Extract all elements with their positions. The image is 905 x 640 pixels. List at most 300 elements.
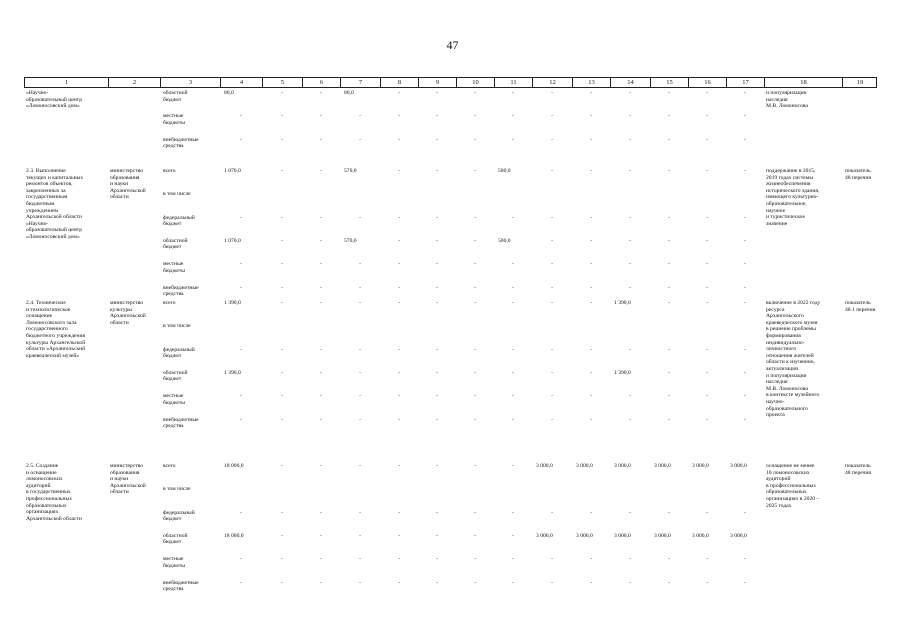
value-cell: 1 390,0 <box>224 300 241 306</box>
value-cell: - <box>629 136 631 143</box>
value-cell: - <box>744 113 746 120</box>
value-cell: - <box>668 90 670 96</box>
value-cell: - <box>436 369 438 376</box>
header-cell-3: 3 <box>161 78 221 87</box>
value-cell: - <box>398 463 400 469</box>
row-label: 2.4. Техническое и технологическое оснащение Ломоносовского зала государственного бюджетного учреждения культуры Архангельской области «Архангельский краеведческий музей» <box>26 300 86 359</box>
value-cell: 3 000,0 <box>692 532 709 539</box>
value-cell: - <box>512 556 514 563</box>
value-cell: 18 000,0 <box>224 532 244 539</box>
value-cell: - <box>551 214 553 221</box>
value-cell: 3 000,0 <box>614 532 631 539</box>
value-cell: - <box>281 346 283 353</box>
value-cell: - <box>512 463 514 469</box>
value-cell: - <box>512 509 514 516</box>
value-cell: 3 000,0 <box>576 532 593 539</box>
header-cell-12: 12 <box>533 78 573 87</box>
value-cell: - <box>629 393 631 400</box>
row-indicator: показатель 48 перечня <box>845 168 871 181</box>
value-cell: - <box>281 168 283 174</box>
value-cell: - <box>706 346 708 353</box>
value-cell: - <box>744 168 746 174</box>
value-cell: - <box>436 509 438 516</box>
value-cell: - <box>474 90 476 96</box>
value-cell: 1 070,0 <box>224 168 241 174</box>
value-cell: - <box>436 300 438 306</box>
value-cell: - <box>668 346 670 353</box>
value-cell: - <box>398 214 400 221</box>
value-cell: - <box>590 261 592 268</box>
value-cell: - <box>744 261 746 268</box>
value-cell: - <box>474 463 476 469</box>
source-label: местные бюджеты <box>163 393 186 406</box>
row-executor: министерство образования и науки Архангельской области <box>110 463 146 496</box>
source-label: местные бюджеты <box>163 556 186 569</box>
value-cell: - <box>629 90 631 96</box>
value-cell: - <box>512 261 514 268</box>
value-cell: - <box>629 113 631 120</box>
value-cell: - <box>590 579 592 586</box>
header-cell-13: 13 <box>573 78 611 87</box>
value-cell: - <box>668 393 670 400</box>
value-cell: - <box>281 113 283 120</box>
value-cell: - <box>240 579 242 586</box>
value-cell: - <box>590 369 592 376</box>
value-cell: - <box>744 556 746 563</box>
value-cell: 80,0 <box>224 90 234 96</box>
value-cell: - <box>320 509 322 516</box>
value-cell: - <box>590 300 592 306</box>
header-cell-17: 17 <box>727 78 765 87</box>
header-cell-19: 19 <box>856 79 864 86</box>
value-cell: - <box>398 369 400 376</box>
value-cell: - <box>281 237 283 244</box>
value-cell: 1 390,0 <box>224 369 241 376</box>
value-cell: - <box>706 214 708 221</box>
value-cell: - <box>629 168 631 174</box>
value-cell: - <box>590 214 592 221</box>
value-cell: - <box>436 90 438 96</box>
value-cell: 570,0 <box>344 237 357 244</box>
value-cell: - <box>512 284 514 291</box>
value-cell: 3 000,0 <box>536 463 553 469</box>
value-cell: - <box>706 300 708 306</box>
value-cell: - <box>474 113 476 120</box>
value-cell: - <box>359 214 361 221</box>
value-cell: - <box>398 261 400 268</box>
value-cell: - <box>240 113 242 120</box>
value-cell: 1 070,0 <box>224 237 241 244</box>
value-cell: - <box>281 556 283 563</box>
value-cell: - <box>320 136 322 143</box>
value-cell: 3 000,0 <box>536 532 553 539</box>
value-cell: - <box>320 113 322 120</box>
value-cell: - <box>281 300 283 306</box>
value-cell: - <box>398 393 400 400</box>
value-cell: - <box>398 579 400 586</box>
value-cell: - <box>474 261 476 268</box>
value-cell: - <box>551 168 553 174</box>
value-cell: - <box>474 214 476 221</box>
value-cell: - <box>359 393 361 400</box>
value-cell: - <box>629 579 631 586</box>
value-cell: - <box>512 214 514 221</box>
value-cell: - <box>551 237 553 244</box>
value-cell: - <box>359 369 361 376</box>
value-cell: - <box>320 284 322 291</box>
value-cell: - <box>359 463 361 469</box>
value-cell: - <box>512 90 514 96</box>
value-cell: - <box>629 346 631 353</box>
value-cell: - <box>436 393 438 400</box>
value-cell: - <box>629 237 631 244</box>
value-cell: - <box>551 393 553 400</box>
value-cell: 3 000,0 <box>614 463 631 469</box>
value-cell: - <box>706 284 708 291</box>
source-label: федеральный бюджет <box>163 346 195 360</box>
value-cell: - <box>668 556 670 563</box>
value-cell: - <box>474 168 476 174</box>
value-cell: - <box>668 284 670 291</box>
value-cell: - <box>320 300 322 306</box>
value-cell: - <box>436 346 438 353</box>
value-cell: - <box>744 346 746 353</box>
row-goal: включение в 2022 году ресурса Архангельского краеведческого музея в решение проблемы формирования индивидуально- личностного отношения жителей области к изучению, актуализации и популяризации наследия М.В. Ломоносова в контексте музейного научно- образовательного проекта <box>766 300 821 419</box>
value-cell: - <box>281 463 283 469</box>
value-cell: - <box>281 284 283 291</box>
value-cell: - <box>590 237 592 244</box>
value-cell: - <box>436 556 438 563</box>
header-cell-5: 5 <box>263 78 303 87</box>
value-cell: - <box>281 214 283 221</box>
value-cell: - <box>590 284 592 291</box>
value-cell: - <box>744 136 746 143</box>
value-cell: - <box>359 261 361 268</box>
value-cell: - <box>474 300 476 306</box>
header-cell-9: 9 <box>419 78 457 87</box>
value-cell: - <box>668 237 670 244</box>
source-label: федеральный бюджет <box>163 214 195 228</box>
value-cell: - <box>706 393 708 400</box>
value-cell: - <box>744 300 746 306</box>
value-cell: - <box>512 416 514 423</box>
value-cell: - <box>668 261 670 268</box>
value-cell: - <box>398 509 400 516</box>
value-cell: - <box>359 346 361 353</box>
value-cell: - <box>551 509 553 516</box>
value-cell: - <box>744 237 746 244</box>
value-cell: - <box>398 416 400 423</box>
value-cell: - <box>629 416 631 423</box>
row-indicator: показатель 48.1 перечня <box>845 300 876 313</box>
value-cell: - <box>320 261 322 268</box>
row-indicator: показатель 48 перечня <box>845 463 871 476</box>
value-cell: 500,0 <box>498 237 511 244</box>
source-label: всего <box>163 168 176 174</box>
value-cell: - <box>512 579 514 586</box>
value-cell: - <box>281 136 283 143</box>
value-cell: - <box>744 90 746 96</box>
source-label: внебюджетные средства <box>163 136 199 150</box>
value-cell: - <box>706 369 708 376</box>
source-label: в том числе <box>163 191 191 198</box>
value-cell: - <box>320 416 322 423</box>
value-cell: - <box>436 261 438 268</box>
source-label: всего <box>163 300 176 306</box>
value-cell: - <box>436 168 438 174</box>
value-cell: - <box>436 579 438 586</box>
value-cell: - <box>436 284 438 291</box>
row-executor: министерство образования и науки Архангельской области <box>110 168 146 201</box>
value-cell: - <box>551 346 553 353</box>
value-cell: - <box>359 509 361 516</box>
value-cell: - <box>551 556 553 563</box>
value-cell: - <box>320 237 322 244</box>
value-cell: - <box>668 579 670 586</box>
source-label: областной бюджет <box>163 369 188 383</box>
value-cell: - <box>706 579 708 586</box>
value-cell: - <box>551 90 553 96</box>
value-cell: - <box>629 284 631 291</box>
value-cell: - <box>706 90 708 96</box>
source-label: местные бюджеты <box>163 113 186 126</box>
value-cell: - <box>551 284 553 291</box>
value-cell: - <box>359 579 361 586</box>
value-cell: - <box>398 346 400 353</box>
value-cell: 80,0 <box>344 90 354 96</box>
value-cell: - <box>240 346 242 353</box>
value-cell: - <box>436 532 438 539</box>
value-cell: - <box>512 369 514 376</box>
value-cell: - <box>240 136 242 143</box>
header-cell-8: 8 <box>381 78 419 87</box>
value-cell: - <box>398 284 400 291</box>
source-label: внебюджетные средства <box>163 579 199 593</box>
row-label: 2.3. Выполнение текущих и капитальных ремонтов объектов, закрепленных за государственным бюджетным учреждением Архангельской области «Научно- образовательный центр «Ломоносовский дом» <box>26 168 84 240</box>
value-cell: - <box>320 556 322 563</box>
value-cell: - <box>281 369 283 376</box>
value-cell: - <box>590 136 592 143</box>
value-cell: - <box>474 136 476 143</box>
source-label: в том числе <box>163 323 191 330</box>
value-cell: - <box>590 393 592 400</box>
value-cell: - <box>744 284 746 291</box>
value-cell: - <box>240 416 242 423</box>
value-cell: - <box>359 556 361 563</box>
value-cell: - <box>281 509 283 516</box>
header-cell-6: 6 <box>303 78 341 87</box>
page-number: 47 <box>446 38 459 52</box>
row-goal: оснащение не менее 10 ломоносовских аудиторий в профессиональных образовательных организациях в 2020 – 2025 годах <box>766 463 820 509</box>
value-cell: - <box>668 214 670 221</box>
value-cell: - <box>281 90 283 96</box>
value-cell: - <box>474 393 476 400</box>
value-cell: - <box>512 532 514 539</box>
value-cell: - <box>590 346 592 353</box>
source-label: внебюджетные средства <box>163 284 199 298</box>
value-cell: - <box>629 556 631 563</box>
value-cell: - <box>436 113 438 120</box>
source-label: федеральный бюджет <box>163 509 195 523</box>
value-cell: - <box>320 369 322 376</box>
value-cell: - <box>744 393 746 400</box>
value-cell: - <box>706 168 708 174</box>
row-label: «Научно- образовательный центр «Ломоносовский дом» <box>26 90 82 110</box>
value-cell: 3 000,0 <box>692 463 709 469</box>
value-cell: - <box>744 509 746 516</box>
value-cell: - <box>551 369 553 376</box>
value-cell: - <box>281 393 283 400</box>
value-cell: - <box>744 214 746 221</box>
value-cell: - <box>629 509 631 516</box>
value-cell: 500,0 <box>498 168 511 174</box>
value-cell: - <box>398 90 400 96</box>
value-cell: - <box>512 300 514 306</box>
value-cell: - <box>320 532 322 539</box>
value-cell: 570,0 <box>344 168 357 174</box>
value-cell: - <box>240 509 242 516</box>
value-cell: - <box>398 113 400 120</box>
value-cell: - <box>240 556 242 563</box>
source-label: местные бюджеты <box>163 261 186 274</box>
value-cell: - <box>359 416 361 423</box>
value-cell: - <box>551 261 553 268</box>
value-cell: - <box>590 168 592 174</box>
value-cell: - <box>629 214 631 221</box>
value-cell: - <box>668 136 670 143</box>
value-cell: - <box>398 136 400 143</box>
header-cell-15: 15 <box>651 78 689 87</box>
header-cell-7: 7 <box>341 78 381 87</box>
value-cell: - <box>320 393 322 400</box>
header-cell-4: 4 <box>221 78 263 87</box>
value-cell: - <box>320 579 322 586</box>
value-cell: - <box>590 556 592 563</box>
value-cell: - <box>436 416 438 423</box>
value-cell: - <box>281 261 283 268</box>
value-cell: - <box>744 369 746 376</box>
value-cell: 3 000,0 <box>730 532 747 539</box>
value-cell: - <box>668 300 670 306</box>
value-cell: - <box>436 463 438 469</box>
value-cell: - <box>474 346 476 353</box>
header-cell-16: 16 <box>689 78 727 87</box>
row-label: 2.5. Создание и оснащение ломоносовских аудиторий в государственных профессиональных образовательных организациях Архангельской области <box>26 463 82 522</box>
value-cell: - <box>474 556 476 563</box>
source-label: областной бюджет <box>163 532 188 546</box>
header-cell-1: 1 <box>25 78 109 87</box>
value-cell: 3 000,0 <box>730 463 747 469</box>
value-cell: - <box>590 113 592 120</box>
value-cell: - <box>551 136 553 143</box>
value-cell: - <box>474 509 476 516</box>
value-cell: - <box>474 532 476 539</box>
value-cell: - <box>398 532 400 539</box>
table-header <box>24 77 877 88</box>
value-cell: 3 000,0 <box>654 532 671 539</box>
value-cell: - <box>590 416 592 423</box>
value-cell: - <box>240 393 242 400</box>
value-cell: - <box>398 556 400 563</box>
value-cell: - <box>320 463 322 469</box>
value-cell: - <box>474 416 476 423</box>
value-cell: 1 390,0 <box>614 369 631 376</box>
value-cell: - <box>512 113 514 120</box>
value-cell: - <box>320 346 322 353</box>
value-cell: 3 000,0 <box>576 463 593 469</box>
value-cell: - <box>398 237 400 244</box>
value-cell: - <box>436 136 438 143</box>
value-cell: - <box>436 237 438 244</box>
value-cell: - <box>359 532 361 539</box>
value-cell: - <box>320 90 322 96</box>
value-cell: 18 000,0 <box>224 463 244 469</box>
value-cell: - <box>706 556 708 563</box>
value-cell: - <box>474 579 476 586</box>
value-cell: - <box>320 168 322 174</box>
value-cell: - <box>744 579 746 586</box>
value-cell: - <box>706 509 708 516</box>
header-cell-10: 10 <box>457 78 495 87</box>
header-cell-14: 14 <box>611 78 651 87</box>
value-cell: - <box>668 168 670 174</box>
value-cell: - <box>359 136 361 143</box>
value-cell: - <box>474 369 476 376</box>
value-cell: - <box>359 300 361 306</box>
source-label: областной бюджет <box>163 237 188 251</box>
value-cell: - <box>551 300 553 306</box>
value-cell: - <box>240 214 242 221</box>
value-cell: - <box>320 214 322 221</box>
value-cell: - <box>359 113 361 120</box>
value-cell: - <box>706 416 708 423</box>
value-cell: - <box>706 261 708 268</box>
value-cell: - <box>668 113 670 120</box>
row-goal: поддержание в 2015, 2019 годах системы жизнеобеспечения исторического здания, имеющего культурно- образовательное, научное и туристическое значение <box>766 168 820 227</box>
source-label: в том числе <box>163 486 191 493</box>
header-cell-11: 11 <box>495 78 533 87</box>
value-cell: - <box>474 237 476 244</box>
value-cell: - <box>629 261 631 268</box>
value-cell: - <box>590 90 592 96</box>
header-cell-2: 2 <box>109 78 161 87</box>
source-label: всего <box>163 463 176 469</box>
source-label: областной бюджет <box>163 90 188 103</box>
value-cell: - <box>512 393 514 400</box>
value-cell: - <box>512 346 514 353</box>
source-label: внебюджетные средства <box>163 416 199 430</box>
value-cell: - <box>551 579 553 586</box>
value-cell: - <box>551 113 553 120</box>
value-cell: - <box>240 261 242 268</box>
value-cell: - <box>436 214 438 221</box>
value-cell: - <box>398 300 400 306</box>
header-cell-18: 18 <box>765 78 843 87</box>
value-cell: - <box>706 136 708 143</box>
value-cell: - <box>706 113 708 120</box>
value-cell: 3 000,0 <box>654 463 671 469</box>
value-cell: - <box>240 284 242 291</box>
value-cell: - <box>668 369 670 376</box>
value-cell: - <box>474 284 476 291</box>
value-cell: - <box>706 237 708 244</box>
value-cell: - <box>281 532 283 539</box>
value-cell: - <box>668 416 670 423</box>
row-goal: и популяризации наследия М.В. Ломоносова <box>766 90 808 110</box>
value-cell: - <box>281 579 283 586</box>
value-cell: - <box>744 416 746 423</box>
value-cell: - <box>398 168 400 174</box>
